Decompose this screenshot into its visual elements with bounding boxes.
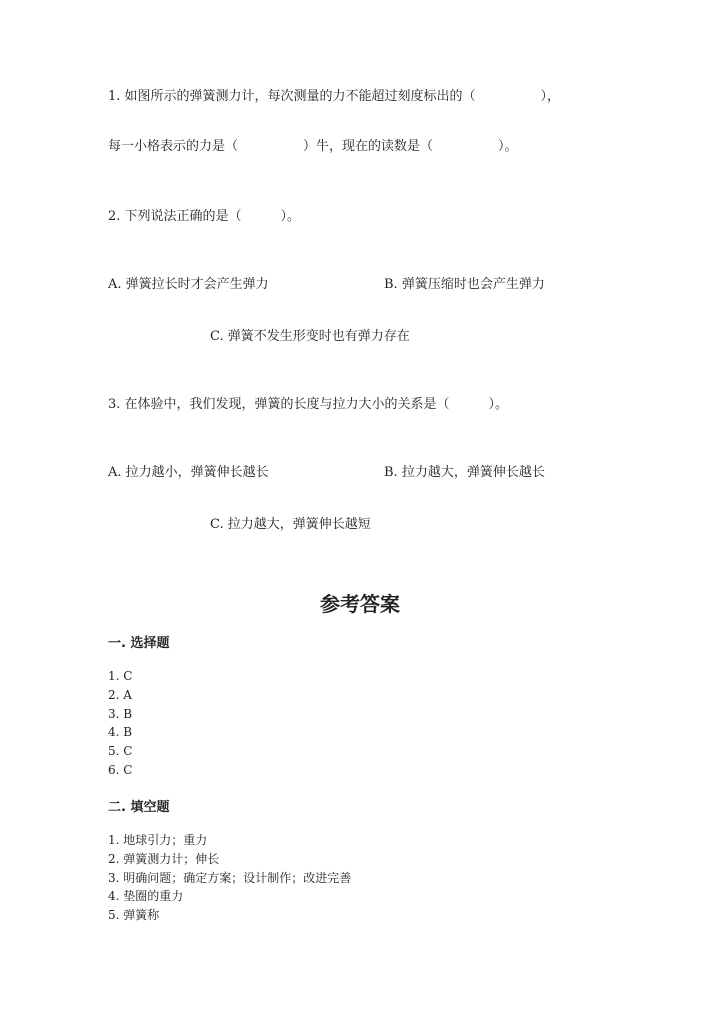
question-2-option-b: B. 弹簧压缩时也会产生弹力 [384, 277, 545, 292]
question-2-option-a: A. 弹簧拉长时才会产生弹力 [108, 277, 269, 292]
question-2-option-c: C. 弹簧不发生形变时也有弹力存在 [210, 329, 410, 344]
question-3-stem: 3. 在体验中，我们发现，弹簧的长度与拉力大小的关系是（ ）。 [108, 397, 509, 412]
question-2-stem: 2. 下列说法正确的是（ ）。 [108, 209, 301, 224]
list-item: 3. 明确问题；确定方案；设计制作；改进完善 [108, 870, 352, 885]
list-item: 5. 弹簧称 [108, 908, 160, 923]
list-item: 5. C [108, 744, 133, 759]
question-1-line-2: 每一小格表示的力是（ ）牛，现在的读数是（ ）。 [108, 139, 518, 154]
list-item: 1. C [108, 669, 133, 683]
list-item: 4. B [108, 725, 133, 740]
question-1-line-1: 1. 如图所示的弹簧测力计，每次测量的力不能超过刻度标出的（ ）， [108, 89, 561, 104]
question-3-option-c: C. 拉力越大，弹簧伸长越短 [210, 517, 371, 532]
list-item: 4. 垫圈的重力 [108, 889, 184, 904]
section-heading-fill: 二. 填空题 [108, 800, 170, 815]
list-item: 2. 弹簧测力计；伸长 [108, 851, 220, 866]
answer-key-title: 参考答案 [320, 592, 400, 616]
question-3-option-b: B. 拉力越大，弹簧伸长越长 [384, 465, 545, 480]
section-heading-choice: 一. 选择题 [108, 636, 170, 651]
choice-answer-list [108, 667, 132, 780]
list-item: 1. 地球引力；重力 [108, 833, 208, 847]
list-item: 2. A [108, 687, 132, 702]
question-3-option-a: A. 拉力越小，弹簧伸长越长 [108, 465, 269, 480]
list-item: 3. B [108, 706, 133, 721]
fill-answer-list [108, 831, 351, 925]
list-item: 6. C [108, 762, 133, 777]
